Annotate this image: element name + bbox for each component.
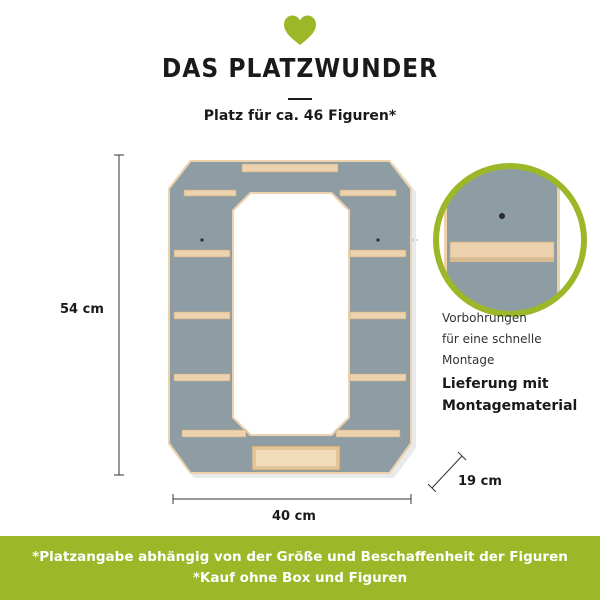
predrilled-line-1: Vorbohrungen: [442, 311, 527, 325]
height-label: 54 cm: [60, 302, 104, 317]
predrilled-line-2: für eine schnelle: [442, 332, 542, 346]
detail-zoom-image: [430, 160, 590, 320]
depth-label: 19 cm: [458, 474, 502, 489]
width-label: 40 cm: [272, 509, 316, 524]
predrilled-line-3: Montage: [442, 353, 495, 367]
footer-banner: [0, 536, 600, 600]
title-divider: [288, 98, 312, 100]
shelf-product-image: [168, 152, 420, 482]
footer-note-1: *Platzangabe abhängig von der Größe und Beschaffenheit der Figuren: [32, 549, 568, 565]
height-dimension-line: [112, 152, 126, 478]
delivery-line-1: Lieferung mit: [442, 376, 549, 392]
delivery-note: [442, 373, 577, 417]
footer-note-2: *Kauf ohne Box und Figuren: [192, 570, 408, 586]
page-title: DAS PLATZWUNDER: [161, 54, 439, 84]
predrilled-note: [442, 308, 542, 371]
page-subtitle: Platz für ca. 46 Figuren*: [203, 108, 397, 124]
width-dimension-line: [170, 492, 414, 506]
delivery-line-2: Montagematerial: [442, 398, 578, 414]
heart-icon: [283, 14, 317, 48]
